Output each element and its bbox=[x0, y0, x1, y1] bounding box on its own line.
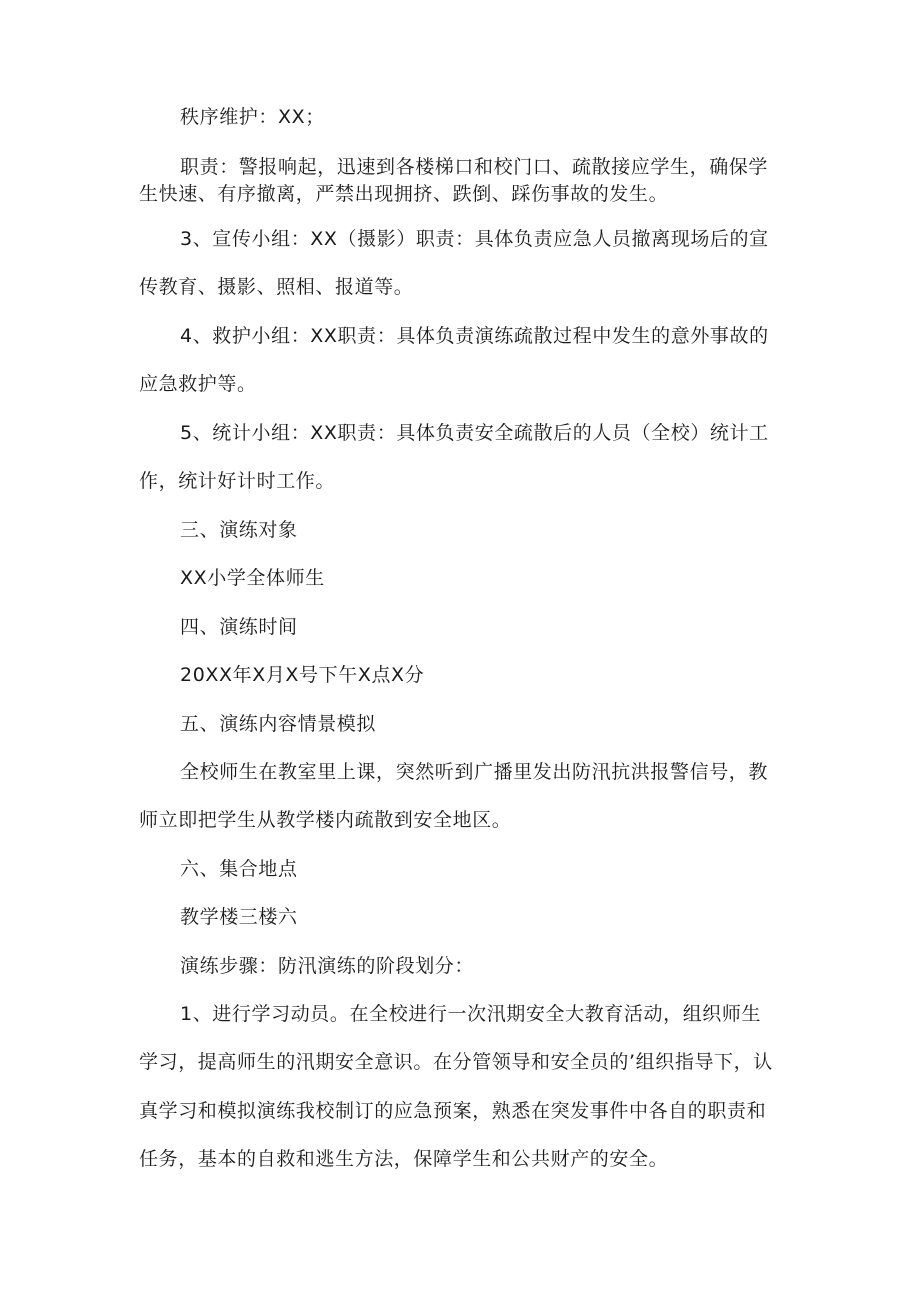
paragraph-line: 秩序维护：XX； bbox=[180, 106, 325, 128]
section-heading: 五、演练内容情景模拟 bbox=[180, 713, 377, 735]
paragraph-line: 演练步骤：防汛演练的阶段划分： bbox=[180, 955, 475, 977]
paragraph-line: 教学楼三楼六 bbox=[180, 906, 298, 928]
paragraph-line: 师立即把学生从教学楼内疏散到安全地区。 bbox=[139, 809, 512, 831]
paragraph-line: 1、进行学习动员。在全校进行一次汛期安全大教育活动，组织师生 bbox=[180, 1003, 762, 1025]
paragraph-line: 全校师生在教室里上课，突然听到广播里发出防汛抗洪报警信号，教 bbox=[180, 761, 769, 783]
paragraph-line: 作，统计好计时工作。 bbox=[139, 470, 336, 492]
paragraph-line: 5、统计小组：XX职责：具体负责安全疏散后的人员（全校）统计工 bbox=[180, 422, 769, 444]
paragraph-line: 职责：警报响起，迅速到各楼梯口和校门口、疏散接应学生，确保学 bbox=[180, 156, 769, 178]
paragraph-line: 4、救护小组：XX职责：具体负责演练疏散过程中发生的意外事故的 bbox=[180, 325, 769, 347]
section-heading: 六、集合地点 bbox=[180, 858, 298, 880]
paragraph-line: 任务，基本的自救和逃生方法，保障学生和公共财产的安全。 bbox=[139, 1148, 669, 1170]
section-heading: 四、演练时间 bbox=[180, 616, 298, 638]
paragraph-line: 真学习和模拟演练我校制订的应急预案，熟悉在突发事件中各自的职责和 bbox=[139, 1100, 767, 1122]
paragraph-line: 传教育、摄影、照相、报道等。 bbox=[139, 276, 414, 298]
paragraph-line: 3、宣传小组：XX（摄影）职责：具体负责应急人员撤离现场后的宣 bbox=[180, 228, 769, 250]
paragraph-line: 应急救护等。 bbox=[139, 373, 257, 395]
paragraph-line: 学习，提高师生的汛期安全意识。在分管领导和安全员的’组织指导下，认 bbox=[139, 1051, 773, 1073]
section-heading: 三、演练对象 bbox=[180, 519, 298, 541]
paragraph-line: 生快速、有序撤离，严禁出现拥挤、跌倒、踩伤事故的发生。 bbox=[139, 183, 669, 205]
paragraph-line: XX小学全体师生 bbox=[180, 567, 325, 589]
paragraph-line: 20XX年X月X号下午X点X分 bbox=[180, 664, 425, 686]
